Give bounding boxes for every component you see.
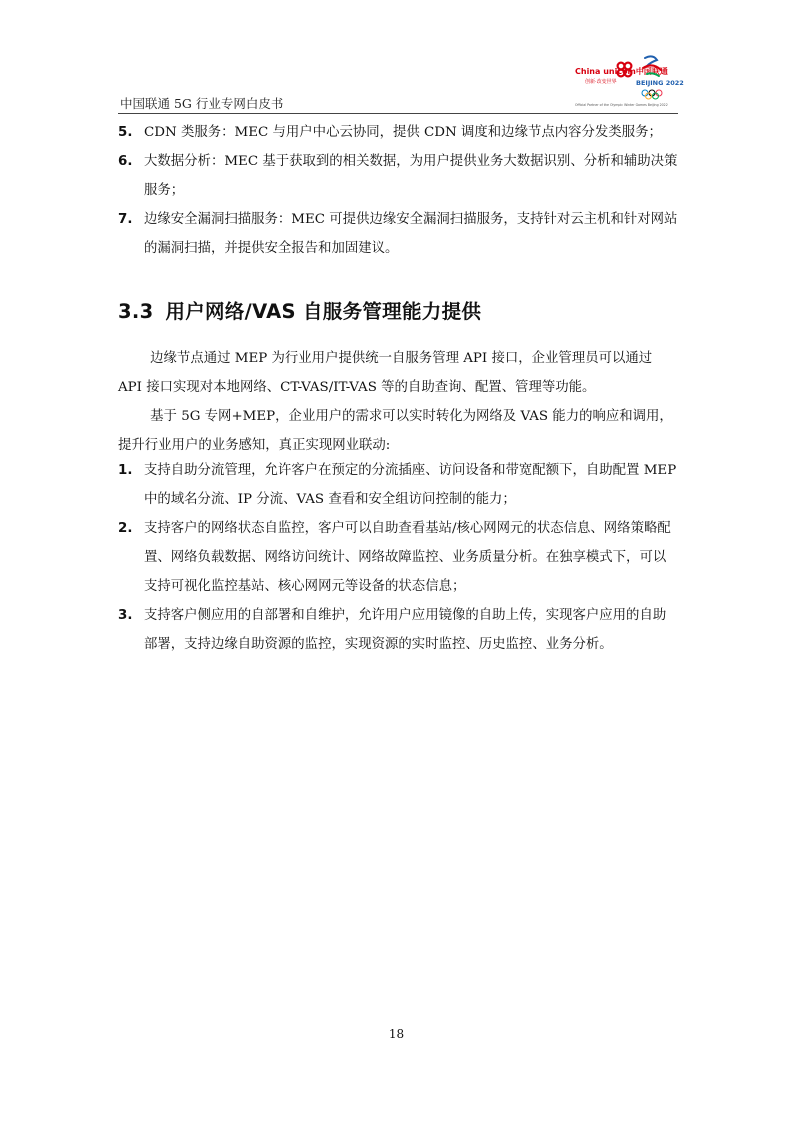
capability-list — [118, 456, 678, 659]
list-item-text: 支持客户侧应用的自部署和自维护，允许用户应用镜像的自助上传，实现客户应用的自助部署，支持边缘自助资源的监控，实现资源的实时监控、历史监控、业务分析。 — [144, 608, 667, 652]
logo-unicom-wordmark: China unicom中国联通 — [575, 67, 668, 76]
page-number: 18 — [388, 1027, 405, 1041]
list-item — [118, 118, 678, 147]
list-item — [118, 601, 678, 659]
list-item-number: 6. — [118, 154, 133, 169]
list-item — [118, 147, 678, 205]
list-item-text: CDN 类服务：MEC 与用户中心云协同，提供 CDN 调度和边缘节点内容分发类服务； — [144, 125, 662, 140]
list-item-number: 5. — [118, 125, 133, 140]
body-paragraph: 基于 5G 专网+MEP，企业用户的需求可以实时转化为网络及 VAS 能力的响应和调用，提升行业用户的业务感知，真正实现网业联动: — [118, 409, 673, 453]
list-item-text: 支持自助分流管理，允许客户在预定的分流插座、访问设备和带宽配额下，自助配置 MEP 中的域名分流、IP 分流、VAS 查看和安全组访问控制的能力； — [144, 463, 677, 507]
logo-partner-caption: Official Partner of the Olympic Winter Games Beijing 2022 — [575, 103, 668, 107]
logo-beijing-wordmark: BEIJING 2022 — [636, 79, 684, 87]
section-number: 3.3 — [118, 300, 154, 323]
list-item — [118, 205, 678, 263]
list-item — [118, 456, 678, 514]
list-item — [118, 514, 678, 601]
header-title: 中国联通 5G 行业专网白皮书 — [120, 96, 284, 111]
list-item-text: 边缘安全漏洞扫描服务：MEC 可提供边缘安全漏洞扫描服务，支持针对云主机和针对网站的漏洞扫描，并提供安全报告和加固建议。 — [144, 212, 678, 256]
list-item-number: 3. — [118, 608, 133, 623]
list-item-number: 2. — [118, 521, 133, 536]
page-header — [118, 52, 684, 114]
header-divider — [118, 113, 678, 114]
list-item-number: 7. — [118, 212, 133, 227]
list-item-number: 1. — [118, 463, 133, 478]
list-item-text: 大数据分析：MEC 基于获取到的相关数据，为用户提供业务大数据识别、分析和辅助决策服务； — [144, 154, 678, 198]
section-heading — [118, 296, 481, 324]
service-list — [118, 118, 678, 263]
logo-unicom-slogan: 创新·改变世界 — [585, 79, 617, 85]
body-paragraph: 边缘节点通过 MEP 为行业用户提供统一自服务管理 API 接口，企业管理员可以通过 API 接口实现对本地网络、CT-VAS/IT-VAS 等的自助查询、配置、管理等功能。 — [118, 351, 653, 395]
list-item-text: 支持客户的网络状态自监控，客户可以自助查看基站/核心网网元的状态信息、网络策略配置、网络负载数据、网络访问统计、网络故障监控、业务质量分析。在独享模式下，可以支持可视化监控基站、核心网网元等设备的状态信息； — [144, 521, 671, 594]
olympic-rings-icon — [642, 90, 662, 99]
china-unicom-beijing-2022-logo — [573, 52, 684, 108]
section-title: 用户网络/VAS 自服务管理能力提供 — [165, 300, 482, 323]
